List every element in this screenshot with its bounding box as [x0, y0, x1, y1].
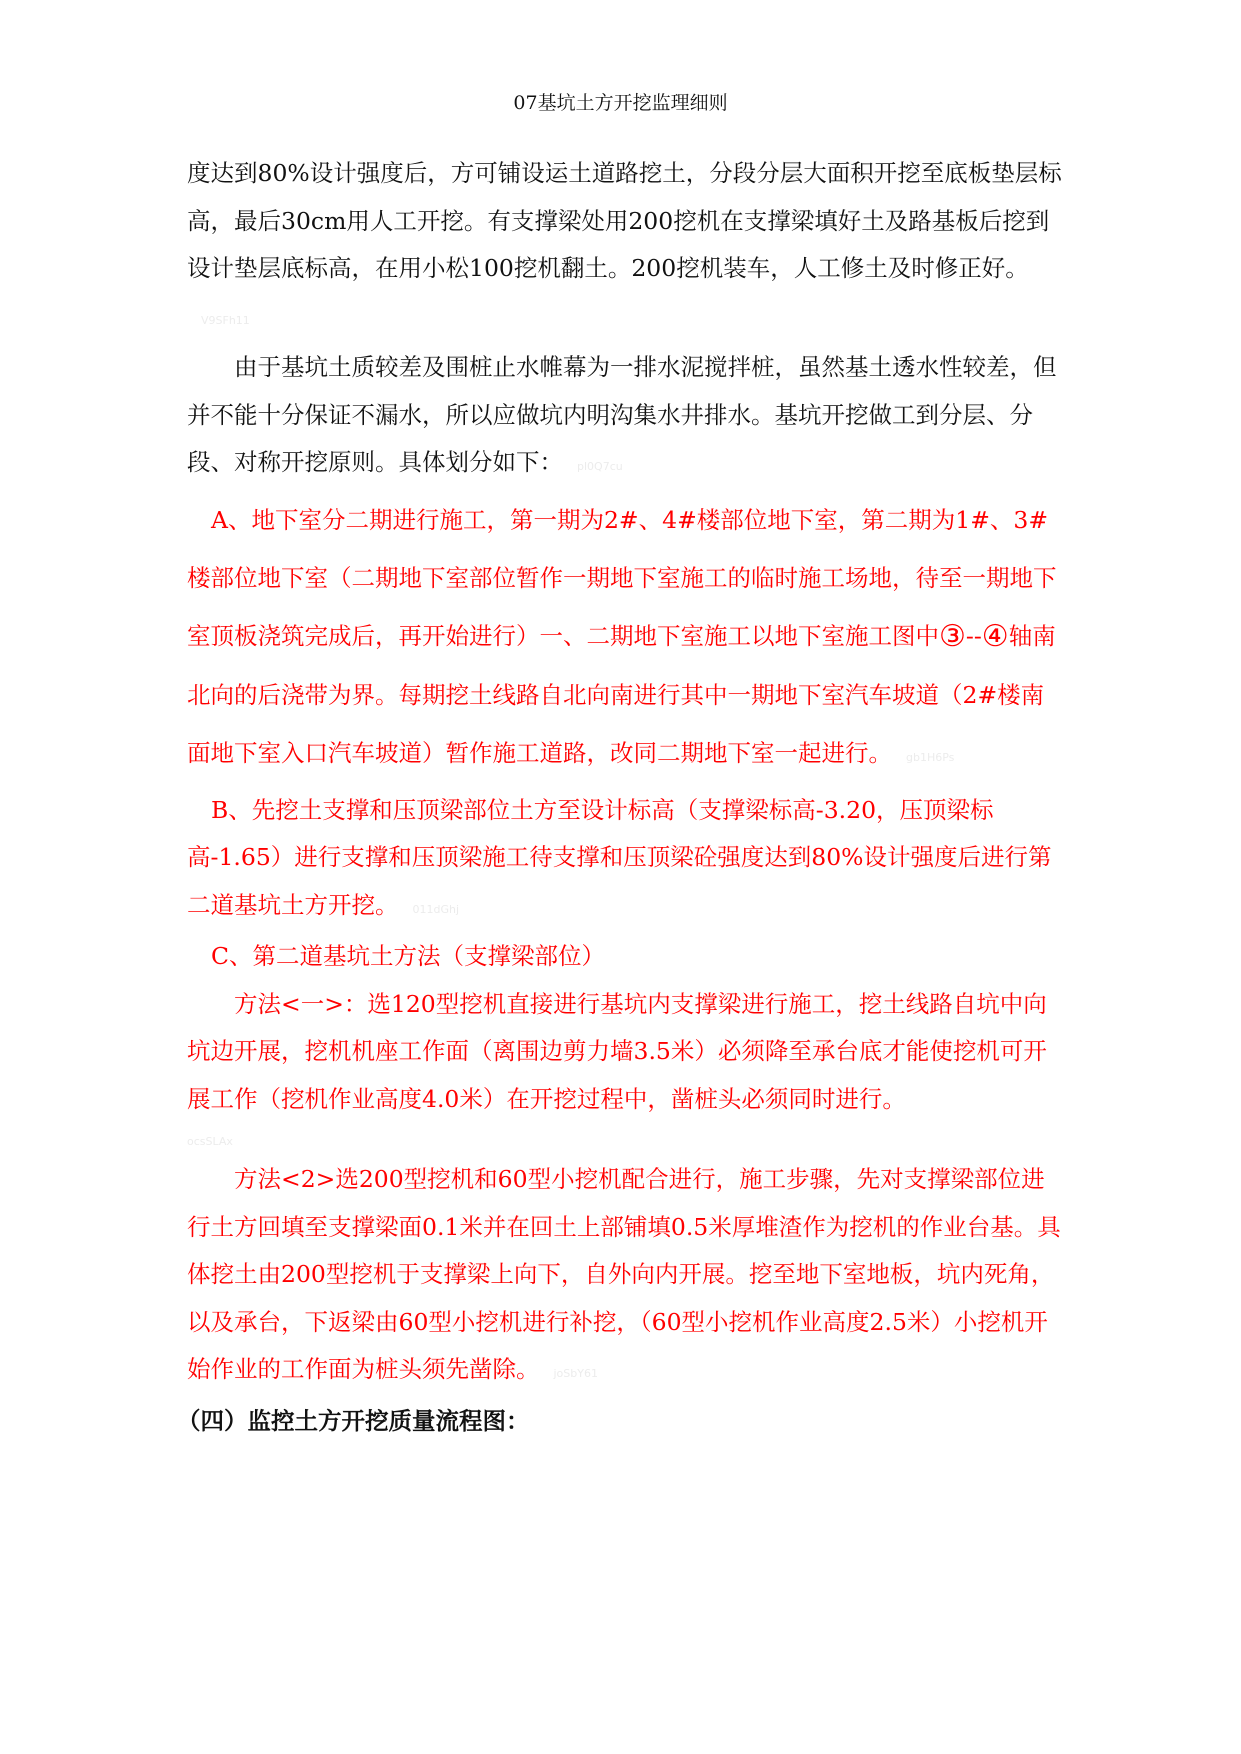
paragraph-text: B、先挖土支撑和压顶梁部位土方至设计标高（支撑梁标高-3.20，压顶梁标高-1.65）进行支撑和压顶梁施工待支撑和压顶梁砼强度达到80%设计强度后进行第二道基坑土方开挖。 [187, 795, 1052, 919]
paragraph-text: 轴南北向的后浇带为界。每期挖土线路自北向南进行其中一期地下室汽车坡道（2#楼南面地下室入口汽车坡道）暂作施工道路，改同二期地下室一起进行。 [187, 621, 1056, 767]
circled-number-4: ④ [981, 618, 1009, 654]
paragraph-item-c: C、第二道基坑土方法（支撑梁部位） [211, 942, 605, 970]
paragraph-text: 度达到80%设计强度后，方可铺设运土道路挖土，分段分层大面积开挖至底板垫层标高，最后30cm用人工开挖。有支撑梁处用200挖机在支撑梁填好土及路基板后挖到设计垫层底标高，在用小松100挖机翻土。200挖机装车，人工修土及时修正好。 [187, 159, 1062, 282]
paragraph-method-2 [187, 1156, 1067, 1398]
document-body [177, 150, 1067, 1445]
paragraph-method-1: 方法<一>：选120型挖机直接进行基坑内支撑梁进行施工，挖土线路自坑中向坑边开展，挖机机座工作面（离围边剪力墙3.5米）必须降至承台底才能使挖机可开展工作（挖机作业高度4.0米）在开挖过程中，凿桩头必须同时进行。 [187, 989, 1047, 1113]
page-header-title: 07基坑土方开挖监理细则 [513, 92, 728, 114]
circled-number-3: ③ [939, 618, 966, 654]
watermark-code: 011dGhj [412, 902, 460, 916]
section-heading-4: （四）监控土方开挖质量流程图： [177, 1406, 530, 1435]
watermark-line [187, 1123, 1067, 1156]
paragraph-item-a [187, 491, 1067, 787]
paragraph-item-b [187, 787, 1067, 934]
paragraph-continuation [187, 150, 1067, 344]
watermark-code: joSbY61 [553, 1367, 598, 1380]
watermark-code: V9SFh11 [201, 313, 250, 327]
paragraph-drainage [187, 344, 1067, 491]
dash-separator: -- [965, 621, 982, 650]
watermark-code: ocsSLAx [187, 1135, 233, 1148]
paragraph-text: 由于基坑土质较差及围桩止水帷幕为一排水泥搅拌桩，虽然基土透水性较差，但并不能十分保证不漏水，所以应做坑内明沟集水井排水。基坑开挖做工到分层、分段、对称开挖原则。具体划分如下： [187, 353, 1057, 476]
paragraph-text: A、地下室分二期进行施工，第一期为2#、4#楼部位地下室，第二期为1#、3#楼部位地下室（二期地下室部位暂作一期地下室施工的临时施工场地，待至一期地下室顶板浇筑完成后，再开始进行）一、二期地下室施工以地下室施工图中 [187, 505, 1057, 650]
watermark-code: gb1H6Ps [906, 750, 955, 764]
watermark-code: pl0Q7cu [577, 460, 623, 473]
paragraph-text: 方法<2>选200型挖机和60型小挖机配合进行，施工步骤，先对支撑梁部位进行土方回填至支撑梁面0.1米并在回土上部铺填0.5米厚堆渣作为挖机的作业台基。具体挖土由200型挖机于支撑梁上向下，自外向内开展。挖至地下室地板，坑内死角，以及承台，下返梁由60型小挖机进行补挖，（60型小挖机作业高度2.5米）小挖机开始作业的工作面为桩头须先凿除。 [187, 1165, 1061, 1383]
